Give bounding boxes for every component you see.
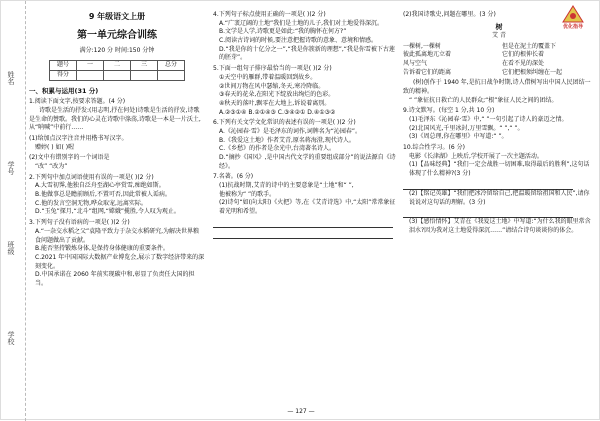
poem-title: 树 xyxy=(495,22,503,31)
poem-background: (树)创作于 1940 年,是抗日战争时期,诗人借树写出中国人民团结一致的精神。 xyxy=(403,79,591,95)
score-cell[interactable] xyxy=(104,70,131,80)
poem-line: 彼此孤离地兀立着 xyxy=(403,51,452,59)
column-3 xyxy=(403,9,595,236)
question-5: 5.下面一组句子排序最恰当的一项是( )(2 分) xyxy=(213,65,332,73)
question-9: 9.诗文默写。(每空 1 分,共 10 分) xyxy=(403,107,495,115)
exam-meta: 满分:120 分 时间:150 分钟 xyxy=(79,47,155,55)
answer-line[interactable] xyxy=(403,183,573,190)
option-a: A.“一杂交水稻之父”袁隆平致力于杂交水稻研究,为解决世界粮食问题做出了贡献。 xyxy=(35,227,200,244)
question-10-sub-2: (2)【铭记英雄】“我们把冰冷留给自己,把温暖留给祖国和人民”,请你说说对这句话的理解。(3 分) xyxy=(409,189,590,206)
question-10-sub-3: (3)【感悟情怀】艾青在《我爱这土地》中写道:“为什么我的眼里常含泪水?因为我对这土地爱得深沉……”请结合诗句谈谈你的体会。 xyxy=(409,218,591,234)
question-7: 7.名著。(6 分) xyxy=(213,173,254,181)
score-cell: 题号 xyxy=(50,60,77,70)
question-3: 3.下列句子没有语病的一项是( )(2 分) xyxy=(29,219,130,227)
question-7-sub-2: (2)诗句“如(向太阳)《火把》等,在《艾青诗选》中,“太阳”常常象征着光明和希望。 xyxy=(219,199,396,216)
poem-line: 告诉着它们的距离 xyxy=(403,68,452,76)
question-1-sub-2-fill: “改” “改为” xyxy=(35,163,68,171)
score-cell: 二 xyxy=(104,60,131,70)
sentence-4: ④秋天的落叶,飘零在大地上,诉说着离别。 xyxy=(219,99,331,107)
margin-label-number: 学号 xyxy=(7,161,15,175)
score-cell: 总分 xyxy=(158,60,185,70)
question-10-intro: 电影《长津湖》上映后,学校开展了一次主题活动。 xyxy=(409,152,543,160)
book-title: 9 年级语文上册 xyxy=(88,12,146,21)
binding-margin xyxy=(1,1,26,421)
option-b: B.他做事总是瞻前顾后,不置可否,因此常被人诟病。 xyxy=(35,191,171,199)
option-c: C.2021 年中国国际大数据产业博览会,展示了数字经济带来的深刻变化。 xyxy=(35,253,205,270)
section-heading: 一、积累与运用(31 分) xyxy=(29,86,99,95)
sentence-1: ①天空中的雁群,带着温暖回到故乡。 xyxy=(219,73,317,81)
page-title: 第一单元综合训练 xyxy=(77,29,157,41)
poem-body xyxy=(403,43,595,78)
poem-line: 一棵树,一棵树 xyxy=(403,42,441,50)
score-cell: 三 xyxy=(131,60,158,70)
question-9-sub-2: (2)北国风光,千里冰封,万里雪飘。“ ”,“ ”。 xyxy=(409,124,524,132)
score-cell: 一 xyxy=(77,60,104,70)
option-c: C.《乡愁》的作者是余光中,台湾著名诗人。 xyxy=(219,145,336,153)
margin-label-school: 学校 xyxy=(7,331,15,345)
question-10: 10.综合性学习。(6 分) xyxy=(403,144,465,152)
option-d: D.中国承诺在 2060 年前实现碳中和,彰显了负责任大国的担当。 xyxy=(35,271,195,287)
question-4: 4.下列句子标点使用正确的一项是( )(2 分) xyxy=(213,11,326,18)
poem-line: 风与空气 xyxy=(403,59,428,67)
question-2: 2.下列句中加点词语使用有误的一项是( )(2 分) xyxy=(29,173,154,181)
option-a: A.大雪初霁,他独自泛舟至湖心亭赏雪,痴绝如斯。 xyxy=(35,182,165,190)
score-table-header-row xyxy=(50,60,185,70)
question-5-options: A.②③①④ B.②①④③ C.③④②① D.④①③② xyxy=(219,108,336,116)
page-number: — 127 — xyxy=(287,408,315,415)
option-a: A.“广袤辽阔的土地”我们是土地的儿子,我们对土地爱得深沉。 xyxy=(219,19,384,27)
question-1: 1.阅读下面文字,按要求答题。(4 分) xyxy=(29,98,126,106)
question-6: 6.下列有关文学文化常识的表述有误的一项是( )(2 分) xyxy=(213,119,356,127)
publisher-logo xyxy=(553,5,593,35)
answer-line[interactable] xyxy=(213,232,393,239)
poem-analysis: “ ”象征抗日救亡的人民群众;“根”象征人民之间的团结。 xyxy=(409,96,558,104)
margin-label-class: 班级 xyxy=(7,241,15,255)
score-cell[interactable] xyxy=(131,70,158,80)
question-1-fill: 赠婷( ) 如( )喔 xyxy=(35,143,75,151)
option-d: D.“摘抄《国风》,是中国古代文学的重要组成部分”的说法源自《诗经》。 xyxy=(219,154,396,170)
score-cell: 得分 xyxy=(50,70,77,80)
question-7-sub-3: (2)我国诗歌史,问题在哪里。(3 分) xyxy=(403,11,496,18)
column-1 xyxy=(29,9,205,289)
score-cell[interactable] xyxy=(77,70,104,80)
option-b: B.能否坚持锻炼身体,是保持身体健康的重要条件。 xyxy=(35,245,169,253)
sentence-2: ②世间万物在风中瑟缩,冬天,寒冷降临。 xyxy=(219,82,325,90)
logo-icon xyxy=(562,5,584,23)
reading-passage: 诗歌是生活的抒发:(用志明,抒在何处)诗歌是生活的抒发,诗歌是生命的赞歌。我们的心灵在诗歌中涤荡,诗歌是一本是一片沃土,从“呐喊”中前行…… xyxy=(29,106,201,132)
poem-line: 在看不见的深处 xyxy=(502,59,545,67)
question-10-sub-1: (1)【品味经典】“我们一定会战胜一切困难,取得最后的胜利”,这句话体现了什么精神?(3 分) xyxy=(409,161,590,178)
answer-line[interactable] xyxy=(213,221,393,228)
poem-line: 但是在泥土的覆盖下 xyxy=(502,42,557,50)
logo-text: 优化指导 xyxy=(562,24,583,30)
score-table-score-row xyxy=(50,70,185,80)
column-2 xyxy=(213,9,397,239)
option-b: B.文学是人学,诗歌更是如此:“我的胸怀在何方?” xyxy=(219,28,347,36)
score-cell[interactable] xyxy=(158,70,185,80)
poem-author: 艾 青 xyxy=(492,31,506,39)
margin-label-name: 姓名 xyxy=(7,71,15,85)
poem-line: 它们的根伸长着 xyxy=(502,51,545,59)
question-9-sub-1: (1)毛泽东《沁园春·雪》中,“ ”一句引起了诗人的豪迈之情。 xyxy=(409,116,568,124)
option-c: C.阅读古诗词的时候,要注意把握诗歌的意象、意境和情感。 xyxy=(219,37,378,45)
question-7-sub-1: (1)抗战时期,艾青的诗中的主要意象是“土地”和“ ”, xyxy=(219,182,354,190)
option-d: D.“我是你的十亿分之一”,“我是你簇新的理想”,“我是你雪被下古莲的胚芽”。 xyxy=(219,45,395,62)
option-b: B.《我爱这土地》作者艾青,原名蒋海澄,现代诗人。 xyxy=(219,136,355,144)
poem-line: 它们把根须纠缠在一起 xyxy=(502,68,563,76)
question-1-sub-1: (1)给加点汉字注音并用楷书写汉字。 xyxy=(29,134,128,142)
question-9-sub-3: (3)《周总理,你在哪里》中写道:“ ”。 xyxy=(409,133,508,141)
option-a: A.《沁园春·雪》是毛泽东的词作,词牌名为“沁园春”。 xyxy=(219,127,361,135)
option-d: D.“玉兔”探月,“北斗”组网,“嫦娥”揽胜,令人叹为观止。 xyxy=(35,208,180,216)
score-table xyxy=(49,60,185,81)
question-7-sub-1b: 他被称为“ ”的歌手。 xyxy=(219,190,276,198)
question-1-sub-2: (2)文中有错别字的一个词语是 xyxy=(29,154,110,162)
option-c: C.他的发言空洞无物,哗众取宠,远离实际。 xyxy=(35,199,147,207)
sentence-3: ③春天的花朵,在阳光下绽放出绚烂的色彩。 xyxy=(219,91,335,99)
